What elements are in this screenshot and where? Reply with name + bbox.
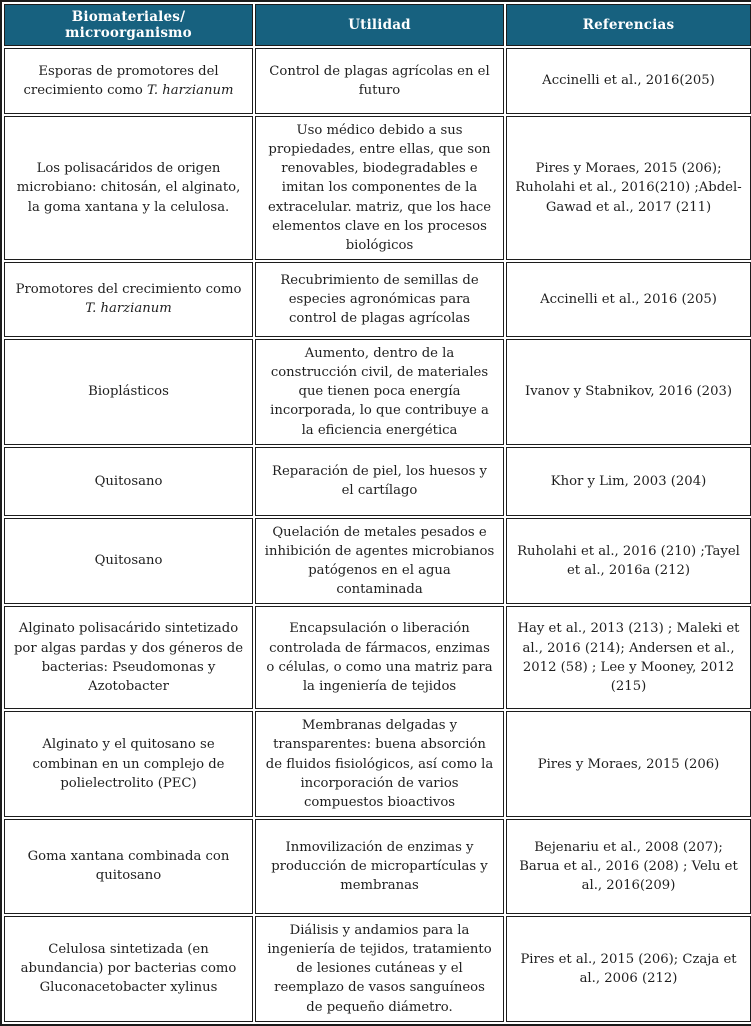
referencias-cell xyxy=(506,339,751,445)
biomaterial-text: Alginato y el quitosano se combinan en un complejo de polielectrolito (PEC) xyxy=(32,737,225,791)
biomaterial-text: Esporas de promotores del crecimiento como xyxy=(23,63,219,98)
table-row xyxy=(4,48,751,114)
biomaterial-cell xyxy=(4,606,253,709)
table-row xyxy=(4,518,751,605)
biomaterial-cell xyxy=(4,916,253,1022)
referencias-cell xyxy=(506,711,751,817)
header-biomateriales: Biomateriales/ microorganismo xyxy=(4,4,253,46)
biomaterial-text: Promotores del crecimiento como xyxy=(15,282,242,298)
referencias-text: Khor y Lim, 2003 (204) xyxy=(550,473,707,489)
utilidad-cell xyxy=(255,916,504,1022)
utilidad-text: Inmovilización de enzimas y producción de micropartículas y membranas xyxy=(271,839,488,894)
referencias-text: Bejenariu et al., 2008 (207); Barua et al., 2016 (208) ; Velu et al., 2016(209) xyxy=(519,839,738,894)
table-row xyxy=(4,339,751,445)
referencias-text: Accinelli et al., 2016 (205) xyxy=(540,291,717,307)
biomaterial-cell xyxy=(4,48,253,114)
utilidad-cell xyxy=(255,711,504,817)
referencias-cell xyxy=(506,116,751,260)
utilidad-cell xyxy=(255,48,504,114)
referencias-cell xyxy=(506,819,751,914)
biomaterial-cell xyxy=(4,339,253,445)
referencias-cell xyxy=(506,916,751,1022)
utilidad-cell xyxy=(255,606,504,709)
table-row xyxy=(4,262,751,337)
biomaterial-cell xyxy=(4,819,253,914)
table-row xyxy=(4,447,751,516)
referencias-text: Ruholahi et al., 2016 (210) ;Tayel et al., 2016a (212) xyxy=(517,543,740,578)
referencias-cell xyxy=(506,518,751,605)
table-row xyxy=(4,606,751,709)
utilidad-text: Encapsulación o liberación controlada de fármacos, enzimas o células, o como una matriz para la ingeniería de tejidos xyxy=(266,621,493,694)
biomaterial-cell xyxy=(4,518,253,605)
table-row xyxy=(4,819,751,914)
biomaterial-text: Quitosano xyxy=(94,473,163,489)
header-row xyxy=(4,4,751,46)
biomaterial-text: Bioplásticos xyxy=(88,384,169,400)
referencias-text: Hay et al., 2013 (213) ; Maleki et al., 2016 (214); Andersen et al., 2012 (58) ; Lee y Mooney, 2012 (215) xyxy=(517,621,740,694)
utilidad-text: Quelación de metales pesados e inhibición de agentes microbianos patógenos en el agua contaminada xyxy=(264,524,495,598)
utilidad-cell xyxy=(255,819,504,914)
table-row xyxy=(4,711,751,817)
biomaterial-cell xyxy=(4,711,253,817)
referencias-cell xyxy=(506,447,751,516)
utilidad-text: Uso médico debido a sus propiedades, entre ellas, que son renovables, biodegradables e imitan los componentes de la extracelular. matriz, que los hace elementos clave en los procesos biológicos xyxy=(267,123,492,253)
biomaterial-text: Quitosano xyxy=(94,553,163,569)
referencias-text: Pires y Moraes, 2015 (206) xyxy=(537,756,720,772)
header-referencias: Referencias xyxy=(506,4,751,46)
referencias-cell xyxy=(506,606,751,709)
biomaterial-text: Alginato polisacárido sintetizado por algas pardas y dos géneros de bacterias: Pseudomonas y Azotobacter xyxy=(13,621,244,694)
utilidad-cell xyxy=(255,116,504,260)
header-utilidad: Utilidad xyxy=(255,4,504,46)
utilidad-text: Diálisis y andamios para la ingeniería de tejidos, tratamiento de lesiones cutáneas y el reemplazo de vasos sanguíneos de pequeño diámetro. xyxy=(267,922,492,1015)
utilidad-cell xyxy=(255,262,504,337)
utilidad-cell xyxy=(255,518,504,605)
biomaterial-cell xyxy=(4,447,253,516)
referencias-cell xyxy=(506,262,751,337)
referencias-text: Pires et al., 2015 (206); Czaja et al., 2006 (212) xyxy=(520,951,737,986)
utilidad-text: Membranas delgadas y transparentes: buena absorción de fluidos fisiológicos, así como la incorporación de varios compuestos bioactivos xyxy=(265,718,494,810)
biomaterial-cell xyxy=(4,116,253,260)
biomaterial-cell xyxy=(4,262,253,337)
utilidad-text: Control de plagas agrícolas en el futuro xyxy=(269,63,490,98)
referencias-text: Accinelli et al., 2016(205) xyxy=(542,73,715,89)
utilidad-text: Recubrimiento de semillas de especies agronómicas para control de plagas agrícolas xyxy=(280,272,479,327)
utilidad-cell xyxy=(255,339,504,445)
species-name: T. harzianum xyxy=(85,301,172,317)
referencias-text: Ivanov y Stabnikov, 2016 (203) xyxy=(525,384,732,400)
referencias-cell xyxy=(506,48,751,114)
species-name: T. harzianum xyxy=(147,83,234,98)
utilidad-text: Reparación de piel, los huesos y el cartílago xyxy=(272,464,487,499)
table-row xyxy=(4,116,751,260)
utilidad-text: Aumento, dentro de la construcción civil, de materiales que tienen poca energía incorporada, lo que contribuye a la eficiencia energética xyxy=(270,345,489,438)
biomaterial-text: Los polisacáridos de origen microbiano: chitosán, el alginato, la goma xantana y la celulosa. xyxy=(16,161,241,215)
referencias-text: Pires y Moraes, 2015 (206); Ruholahi et al., 2016(210) ;Abdel-Gawad et al., 2017 (211) xyxy=(515,161,742,215)
biomaterial-text: Celulosa sintetizada (en abundancia) por bacterias como Gluconacetobacter xylinus xyxy=(20,942,237,996)
biomaterial-text: Goma xantana combinada con quitosano xyxy=(27,849,230,884)
utilidad-cell xyxy=(255,447,504,516)
table-row xyxy=(4,916,751,1022)
